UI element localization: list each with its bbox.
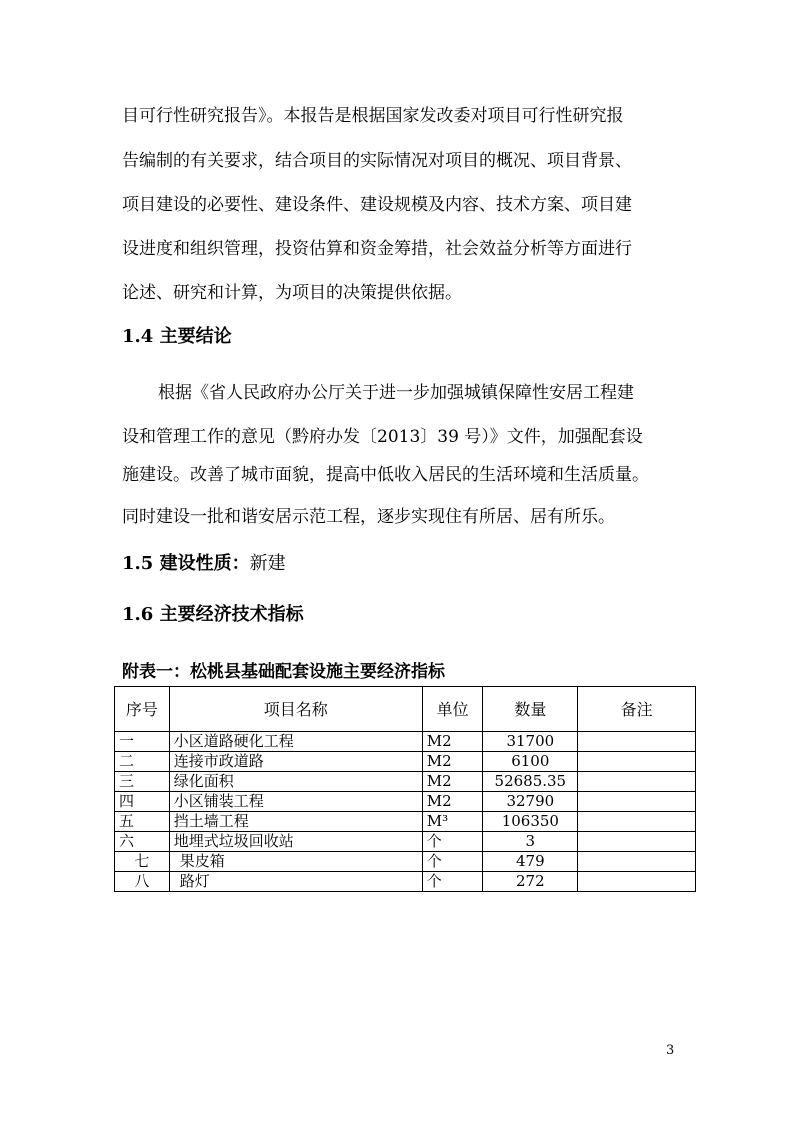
paragraph1-line: 目可行性研究报告》。本报告是根据国家发改委对项目可行性研究报 (122, 106, 624, 126)
table-title: 附表一：松桃县基础配套设施主要经济指标 (122, 662, 445, 682)
cell-item-name: 小区铺装工程 (169, 792, 422, 812)
cell-quantity: 31700 (483, 732, 578, 752)
cell-index: 四 (115, 792, 170, 812)
header-unit: 单位 (422, 687, 483, 732)
table-row (115, 832, 696, 852)
cell-item-name: 小区道路硬化工程 (169, 732, 422, 752)
cell-item-name: 绿化面积 (169, 772, 422, 792)
cell-item-name: 果皮箱 (169, 852, 422, 872)
heading-1-5-label: 1.5 建设性质： (122, 553, 250, 574)
cell-note (578, 872, 696, 892)
paragraph1-line: 论述、研究和计算，为项目的决策提供依据。 (122, 283, 462, 303)
section-heading-1-5 (122, 553, 286, 575)
section-heading-1-4: 1.4 主要结论 (122, 326, 232, 347)
cell-unit: 个 (422, 852, 483, 872)
cell-note (578, 792, 696, 812)
table-row (115, 852, 696, 872)
cell-index: 二 (115, 752, 170, 772)
cell-item-name: 路灯 (169, 872, 422, 892)
cell-item-name: 挡土墙工程 (169, 812, 422, 832)
cell-quantity: 272 (483, 872, 578, 892)
header-note: 备注 (578, 687, 696, 732)
cell-unit: M³ (422, 812, 483, 832)
paragraph1-line: 告编制的有关要求，结合项目的实际情况对项目的概况、项目背景、 (122, 151, 632, 171)
cell-index: 三 (115, 772, 170, 792)
paragraph2-line: 根据《省人民政府办公厅关于进一步加强城镇保障性安居工程建 (158, 383, 634, 403)
paragraph2-line: 同时建设一批和谐安居示范工程，逐步实现住有所居、居有所乐。 (122, 507, 615, 527)
cell-quantity: 6100 (483, 752, 578, 772)
cell-unit: M2 (422, 732, 483, 752)
table-row (115, 812, 696, 832)
table-row (115, 792, 696, 812)
cell-note (578, 732, 696, 752)
cell-unit: M2 (422, 772, 483, 792)
cell-note (578, 852, 696, 872)
header-quantity: 数量 (483, 687, 578, 732)
paragraph1-line: 项目建设的必要性、建设条件、建设规模及内容、技术方案、项目建 (122, 195, 632, 215)
cell-unit: 个 (422, 832, 483, 852)
table-row (115, 752, 696, 772)
table-row (115, 732, 696, 752)
page-number: 3 (666, 1043, 675, 1058)
economic-indicators-table (114, 686, 696, 892)
header-item-name: 项目名称 (169, 687, 422, 732)
cell-quantity: 479 (483, 852, 578, 872)
cell-note (578, 772, 696, 792)
paragraph2-line: 施建设。改善了城市面貌，提高中低收入居民的生活环境和生活质量。 (122, 465, 649, 485)
cell-quantity: 3 (483, 832, 578, 852)
table-row (115, 772, 696, 792)
cell-quantity: 106350 (483, 812, 578, 832)
heading-1-5-value: 新建 (249, 553, 286, 574)
cell-index: 一 (115, 732, 170, 752)
cell-unit: M2 (422, 792, 483, 812)
cell-index: 七 (115, 852, 170, 872)
cell-unit: M2 (422, 752, 483, 772)
paragraph2-line: 设和管理工作的意见（黔府办发〔2013〕39 号）》文件，加强配套设 (122, 427, 643, 447)
header-index: 序号 (115, 687, 170, 732)
cell-quantity: 52685.35 (483, 772, 578, 792)
cell-index: 八 (115, 872, 170, 892)
cell-unit: 个 (422, 872, 483, 892)
cell-note (578, 832, 696, 852)
table-row (115, 872, 696, 892)
section-heading-1-6: 1.6 主要经济技术指标 (122, 604, 304, 625)
cell-item-name: 地埋式垃圾回收站 (169, 832, 422, 852)
cell-note (578, 812, 696, 832)
paragraph1-line: 设进度和组织管理，投资估算和资金筹措，社会效益分析等方面进行 (122, 239, 632, 259)
cell-index: 五 (115, 812, 170, 832)
cell-quantity: 32790 (483, 792, 578, 812)
cell-note (578, 752, 696, 772)
cell-index: 六 (115, 832, 170, 852)
cell-item-name: 连接市政道路 (169, 752, 422, 772)
table-header-row (115, 687, 696, 732)
